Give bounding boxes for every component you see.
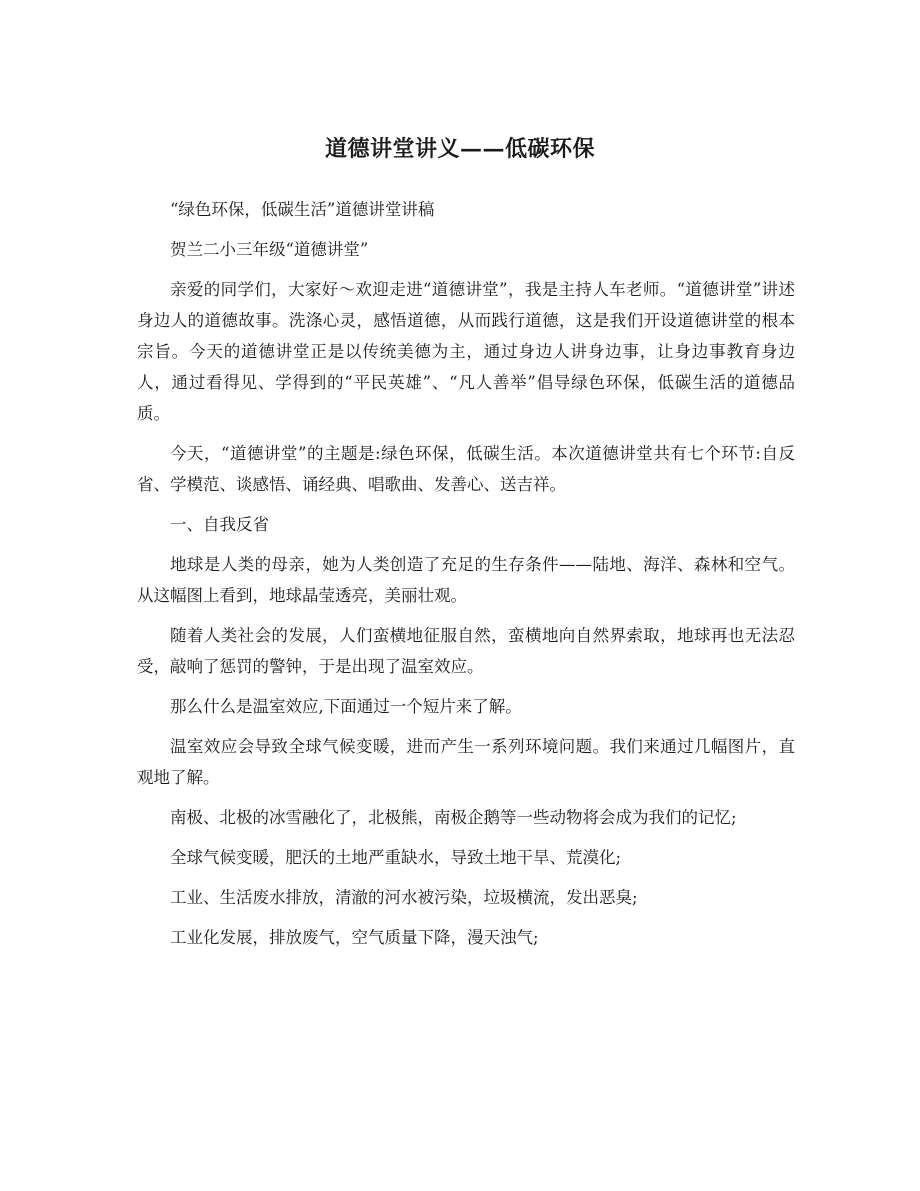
paragraph-greenhouse-question: 那么什么是温室效应,下面通过一个短片来了解。 <box>170 697 522 716</box>
paragraph-greenhouse-effects: 温室效应会导致全球气候变暖，进而产生一系列环境问题。我们来通过几幅图片，直观地了解。 <box>137 737 795 787</box>
paragraph-water-pollution: 工业、生活废水排放，清澈的河水被污染，垃圾横流，发出恶臭; <box>170 888 638 907</box>
paragraph-earth: 地球是人类的母亲，她为人类创造了充足的生存条件——陆地、海洋、森林和空气。从这幅图上看到，地球晶莹透亮，美丽壮观。 <box>137 555 795 605</box>
paragraph-intro: 亲爱的同学们，大家好～欢迎走进“道德讲堂”，我是主持人车老师。“道德讲堂”讲述身边人的道德故事。洗涤心灵，感悟道德，从而践行道德，这是我们开设道德讲堂的根本宗旨。今天的道德讲堂正是以传统美德为主，通过身边人讲身边事，让身边事教育身边人，通过看得见、学得到的“平民英雄”、“凡人善举”倡导绿色环保，低碳生活的道德品质。 <box>137 280 795 423</box>
paragraph-theme: 今天，“道德讲堂”的主题是:绿色环保，低碳生活。本次道德讲堂共有七个环节:自反省、学模范、谈感悟、诵经典、唱歌曲、发善心、送吉祥。 <box>137 444 795 494</box>
paragraph-development: 随着人类社会的发展，人们蛮横地征服自然，蛮横地向自然界索取，地球再也无法忍受，敲响了惩罚的警钟，于是出现了温室效应。 <box>137 626 795 676</box>
document-body <box>137 194 795 953</box>
paragraph-school: 贺兰二小三年级“道德讲堂” <box>170 240 369 259</box>
paragraph-subtitle: “绿色环保，低碳生活”道德讲堂讲稿 <box>170 200 435 219</box>
document-title: 道德讲堂讲义——低碳环保 <box>324 136 595 162</box>
paragraph-air-pollution: 工业化发展，排放废气，空气质量下降，漫天浊气; <box>170 928 539 947</box>
paragraph-polar-ice: 南极、北极的冰雪融化了，北极熊，南极企鹅等一些动物将会成为我们的记忆; <box>170 808 737 827</box>
section-heading: 一、自我反省 <box>170 515 269 534</box>
paragraph-drought: 全球气候变暖，肥沃的土地严重缺水，导致土地干旱、荒漠化; <box>170 848 622 867</box>
